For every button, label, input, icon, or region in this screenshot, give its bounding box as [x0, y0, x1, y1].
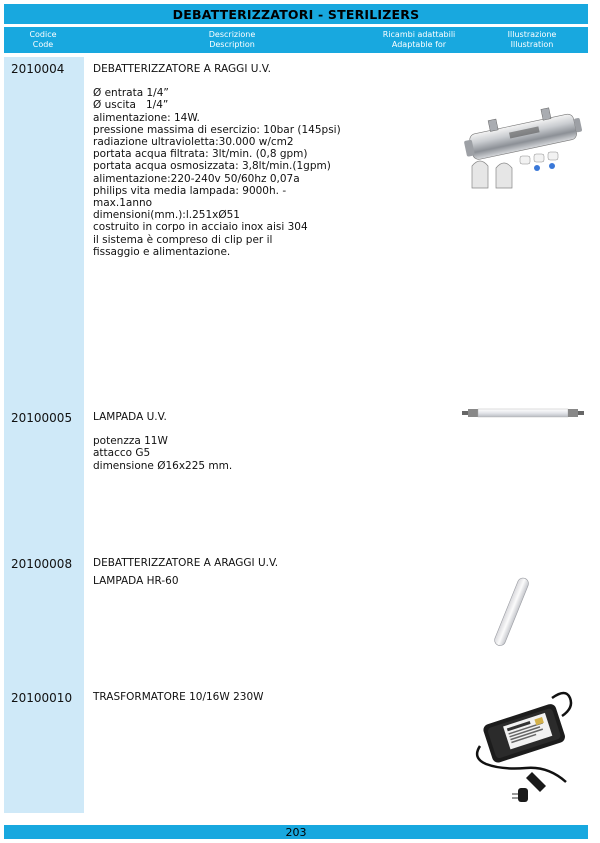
product-description: LAMPADA U.V. potenzza 11W attacco G5 dimensione Ø16x225 mm.	[93, 411, 383, 472]
product-title: LAMPADA U.V.	[93, 411, 167, 423]
page-title: DEBATTERIZZATORI - STERILIZERS	[4, 4, 588, 24]
header-adaptable: Ricambi adattabili Adaptable for	[382, 30, 456, 49]
header-code: Codice Code	[29, 30, 57, 49]
header-description: Descrizione Description	[208, 30, 256, 49]
product-code: 20100005	[11, 411, 73, 425]
product-title: DEBATTERIZZATORE A RAGGI U.V.	[93, 63, 271, 75]
header-illustration: Illustrazione Illustration	[507, 30, 557, 49]
product-title: DEBATTERIZZATORE A ARAGGI U.V.	[93, 557, 279, 569]
product-code: 2010004	[11, 62, 65, 76]
product-description: DEBATTERIZZATORE A ARAGGI U.V. LAMPADA HR-60	[93, 557, 383, 587]
transformer-icon	[472, 688, 576, 808]
product-title: TRASFORMATORE 10/16W 230W	[93, 691, 264, 703]
uv-lamp-icon	[462, 406, 584, 420]
page-number: 203	[4, 825, 588, 839]
product-description	[93, 691, 383, 703]
uv-sterilizer-icon	[462, 96, 584, 196]
product-code: 20100008	[11, 557, 73, 571]
quartz-sleeve-icon	[492, 574, 532, 650]
product-description: DEBATTERIZZATORE A RAGGI U.V. Ø entrata 1/4” Ø uscita 1/4” alimentazione: 14W. pressione massima di esercizio: 10bar (145psi) radiazione ultravioletta:30.000 w/cm2 portata acqua filtrata: 3lt/min. (0,8 gpm) portata acqua osmosizzata: 3,8lt/min.(1gpm) alimentazione:220-240v 50/60hz 0,07a philips vita media lampada: 9000h. - max.1anno dimensioni(mm.):l.251xØ51 costruito in corpo in acciaio inox aisi 304 il sistema è compreso di clip per il fissaggio e alimentazione.	[93, 63, 383, 258]
product-code: 20100010	[11, 691, 73, 705]
column-header	[4, 27, 588, 53]
